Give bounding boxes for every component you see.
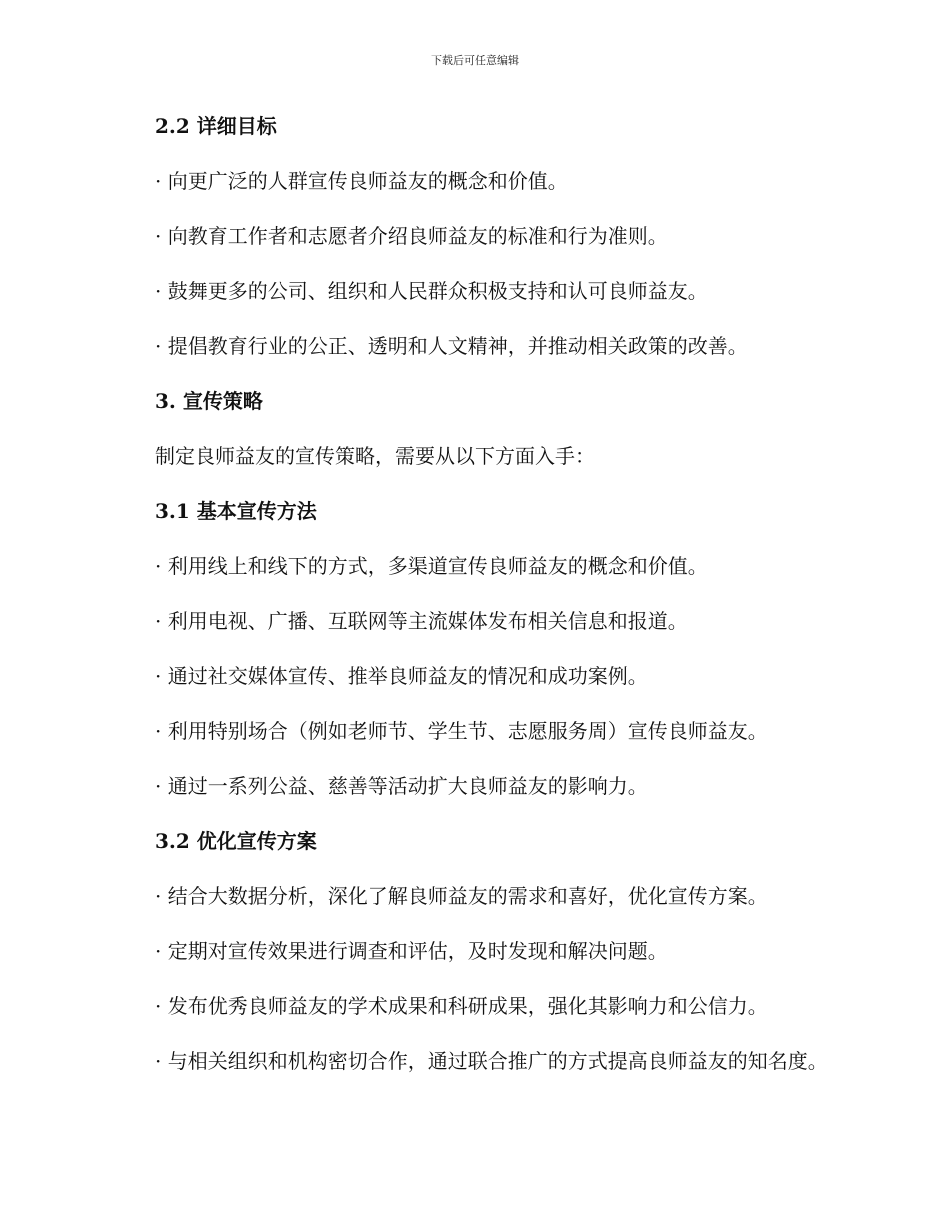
section-heading-3-1: 3.1 基本宣传方法 — [155, 499, 317, 523]
bullet-paragraph: · 定期对宣传效果进行调查和评估，及时发现和解决问题。 — [155, 939, 668, 963]
bullet-paragraph: · 向教育工作者和志愿者介绍良师益友的标准和行为准则。 — [155, 224, 668, 248]
bullet-paragraph: · 鼓舞更多的公司、组织和人民群众积极支持和认可良师益友。 — [155, 279, 708, 303]
page-header: 下载后可任意编辑 — [431, 54, 519, 67]
section-heading-2-2: 2.2 详细目标 — [155, 114, 277, 138]
bullet-paragraph: · 结合大数据分析，深化了解良师益友的需求和喜好，优化宣传方案。 — [155, 884, 768, 908]
section-heading-3-2: 3.2 优化宣传方案 — [155, 829, 317, 853]
section-heading-3: 3. 宣传策略 — [155, 389, 263, 413]
document-body — [112, 108, 828, 1101]
bullet-paragraph: · 利用电视、广播、互联网等主流媒体发布相关信息和报道。 — [155, 609, 688, 633]
bullet-paragraph: · 利用特别场合（例如老师节、学生节、志愿服务周）宣传良师益友。 — [155, 719, 768, 743]
bullet-paragraph: · 利用线上和线下的方式，多渠道宣传良师益友的概念和价值。 — [155, 554, 708, 578]
bullet-paragraph: · 向更广泛的人群宣传良师益友的概念和价值。 — [155, 169, 568, 193]
intro-paragraph: 制定良师益友的宣传策略，需要从以下方面入手： — [155, 444, 595, 468]
bullet-paragraph-wrapped: · 与相关组织和机构密切合作，通过联合推广的方式提高良师益友的知名度。 — [155, 1049, 828, 1073]
bullet-paragraph: · 通过社交媒体宣传、推举良师益友的情况和成功案例。 — [155, 664, 648, 688]
bullet-paragraph: · 提倡教育行业的公正、透明和人文精神，并推动相关政策的改善。 — [155, 334, 748, 358]
bullet-paragraph: · 发布优秀良师益友的学术成果和科研成果，强化其影响力和公信力。 — [155, 994, 768, 1018]
bullet-paragraph: · 通过一系列公益、慈善等活动扩大良师益友的影响力。 — [155, 774, 648, 798]
